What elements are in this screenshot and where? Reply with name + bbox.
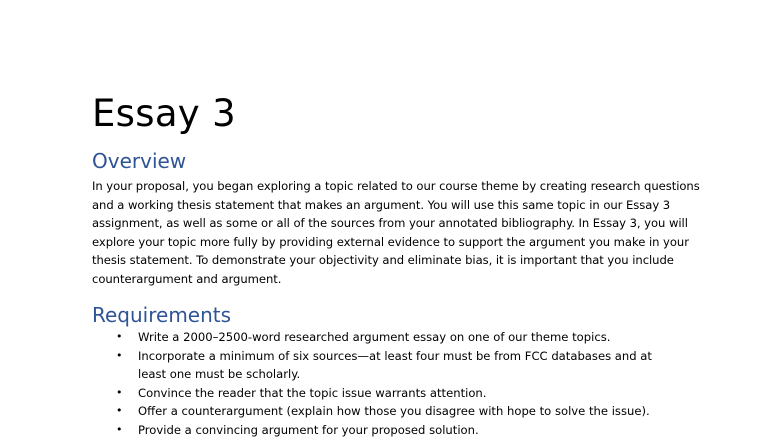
bullet-icon: • (116, 330, 123, 343)
requirements-heading: Requirements (92, 303, 232, 327)
requirement-item (0, 402, 678, 421)
bullet-icon: • (116, 422, 123, 436)
requirement-item (0, 328, 678, 347)
requirement-item (0, 347, 678, 384)
requirement-item (0, 384, 678, 403)
requirements-list (0, 328, 784, 439)
requirement-text: Offer a counterargument (explain how those you disagree with hope to solve the issue). (138, 404, 650, 418)
requirement-text: Write a 2000–2500-word researched argument essay on one of our theme topics. (138, 330, 611, 344)
bullet-icon: • (116, 385, 123, 399)
requirement-item (0, 421, 678, 440)
requirement-text: Provide a convincing argument for your proposed solution. (138, 422, 479, 437)
document-title: Essay 3 (92, 92, 236, 135)
requirement-text: Incorporate a minimum of six sources—at least four must be from FCC databases and at least one must be scholarly. (138, 348, 652, 381)
overview-paragraph: In your proposal, you began exploring a topic related to our course theme by creating research questions and a working thesis statement that makes an argument. You will use this same topic in our Essay 3 assignment, as well as some or all of the sources from your annotated bibliography. In Essay 3, you will explore your topic more fully by providing external evidence to support the argument you make in your thesis statement. To demonstrate your objectivity and eliminate bias, it is important that you include counterargument and argument. (92, 179, 700, 286)
requirement-text: Convince the reader that the topic issue warrants attention. (138, 385, 487, 400)
overview-heading: Overview (92, 149, 187, 173)
bullet-icon: • (116, 404, 123, 417)
bullet-icon: • (116, 348, 123, 362)
